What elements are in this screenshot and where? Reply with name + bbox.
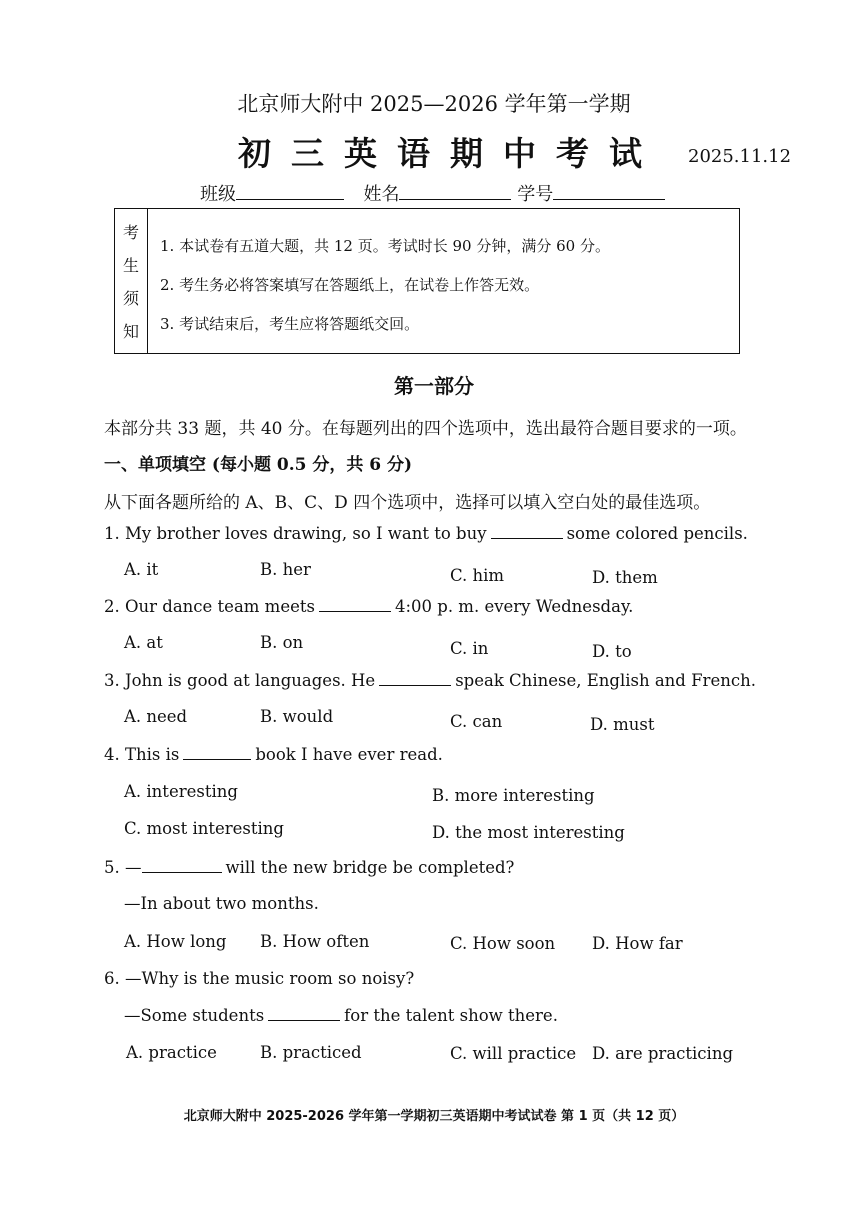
option-d[interactable]: D. the most interesting	[432, 823, 625, 842]
notice-label-char: 须	[122, 289, 139, 308]
option-c[interactable]: C. How soon	[450, 934, 556, 953]
question-2	[104, 597, 633, 616]
student-id-field[interactable]	[553, 181, 665, 200]
notice-item: 3. 考试结束后，考生应将答题纸交回。	[160, 315, 420, 333]
option-a[interactable]: A. at	[124, 633, 163, 652]
option-c[interactable]: C. most interesting	[124, 819, 284, 838]
question-text: some colored pencils.	[566, 524, 748, 543]
question-text: will the new bridge be completed?	[225, 858, 515, 877]
question-text: 5. —	[104, 858, 142, 877]
answer-line: —In about two months.	[124, 894, 319, 913]
answer-blank	[379, 671, 451, 686]
part-intro: 本部分共 33 题，共 40 分。在每题列出的四个选项中，选出最符合题目要求的一项。	[104, 419, 747, 439]
option-a[interactable]: A. How long	[124, 932, 227, 951]
option-a[interactable]: A. need	[124, 707, 188, 726]
exam-notice-box	[114, 208, 740, 354]
exam-date: 2025.11.12	[688, 146, 792, 167]
option-c[interactable]: C. can	[450, 712, 503, 731]
notice-label-char: 知	[122, 322, 139, 341]
notice-label	[115, 209, 148, 353]
question-text: 2. Our dance team meets	[104, 597, 315, 616]
name-label: 姓名	[363, 184, 400, 205]
student-info-row	[200, 180, 665, 206]
question-text: 4. This is	[104, 745, 180, 764]
option-d[interactable]: D. How far	[592, 934, 683, 953]
question-1	[104, 524, 748, 543]
question-text: 3. John is good at languages. He	[104, 671, 376, 690]
option-a[interactable]: A. practice	[126, 1043, 217, 1062]
question-text: 1. My brother loves drawing, so I want to buy	[104, 524, 487, 543]
option-a[interactable]: A. it	[124, 560, 159, 579]
page-footer: 北京师大附中 2025-2026 学年第一学期初三英语期中考试试卷 第 1 页（共 12 页）	[183, 1109, 685, 1124]
question-3	[104, 671, 756, 690]
option-d[interactable]: D. to	[592, 642, 632, 661]
notice-label-char: 考	[122, 223, 139, 242]
question-text: —Some students	[124, 1006, 265, 1025]
option-d[interactable]: D. must	[590, 715, 655, 734]
section-heading: 一、单项填空 (每小题 0.5 分，共 6 分)	[104, 455, 413, 475]
option-d[interactable]: D. are practicing	[592, 1044, 734, 1063]
class-field[interactable]	[236, 181, 344, 200]
part-title: 第一部分	[394, 374, 474, 398]
answer-blank	[142, 858, 222, 873]
option-c[interactable]: C. him	[450, 566, 505, 585]
question-text: speak Chinese, English and French.	[455, 671, 756, 690]
answer-blank	[491, 524, 563, 539]
school-term-heading: 北京师大附中 2025—2026 学年第一学期	[237, 92, 631, 116]
notice-item: 2. 考生务必将答案填写在答题纸上，在试卷上作答无效。	[160, 276, 540, 294]
answer-blank	[183, 745, 251, 760]
option-b[interactable]: B. would	[260, 707, 334, 726]
question-text: for the talent show there.	[344, 1006, 558, 1025]
option-b[interactable]: B. practiced	[260, 1043, 362, 1062]
option-d[interactable]: D. them	[592, 568, 658, 587]
notice-label-char: 生	[122, 256, 139, 275]
answer-blank	[319, 597, 391, 612]
question-text: book I have ever read.	[255, 745, 443, 764]
name-field[interactable]	[399, 181, 511, 200]
section-instruction: 从下面各题所给的 A、B、C、D 四个选项中，选择可以填入空白处的最佳选项。	[104, 493, 711, 513]
question-6: 6. —Why is the music room so noisy?	[104, 969, 415, 988]
question-text: 4:00 p. m. every Wednesday.	[394, 597, 634, 616]
option-c[interactable]: C. will practice	[450, 1044, 577, 1063]
option-a[interactable]: A. interesting	[124, 782, 238, 801]
class-label: 班级	[200, 184, 236, 205]
option-b[interactable]: B. her	[260, 560, 311, 579]
answer-blank	[268, 1006, 340, 1021]
exam-title: 初三英语期中考试	[238, 134, 662, 173]
question-6-response	[124, 1006, 558, 1025]
question-4	[104, 745, 443, 764]
question-5	[104, 858, 514, 877]
option-c[interactable]: C. in	[450, 639, 489, 658]
option-b[interactable]: B. on	[260, 633, 304, 652]
student-id-label: 学号	[517, 184, 554, 205]
option-b[interactable]: B. How often	[260, 932, 370, 951]
notice-item: 1. 本试卷有五道大题，共 12 页。考试时长 90 分钟，满分 60 分。	[160, 237, 610, 255]
option-b[interactable]: B. more interesting	[432, 786, 595, 805]
